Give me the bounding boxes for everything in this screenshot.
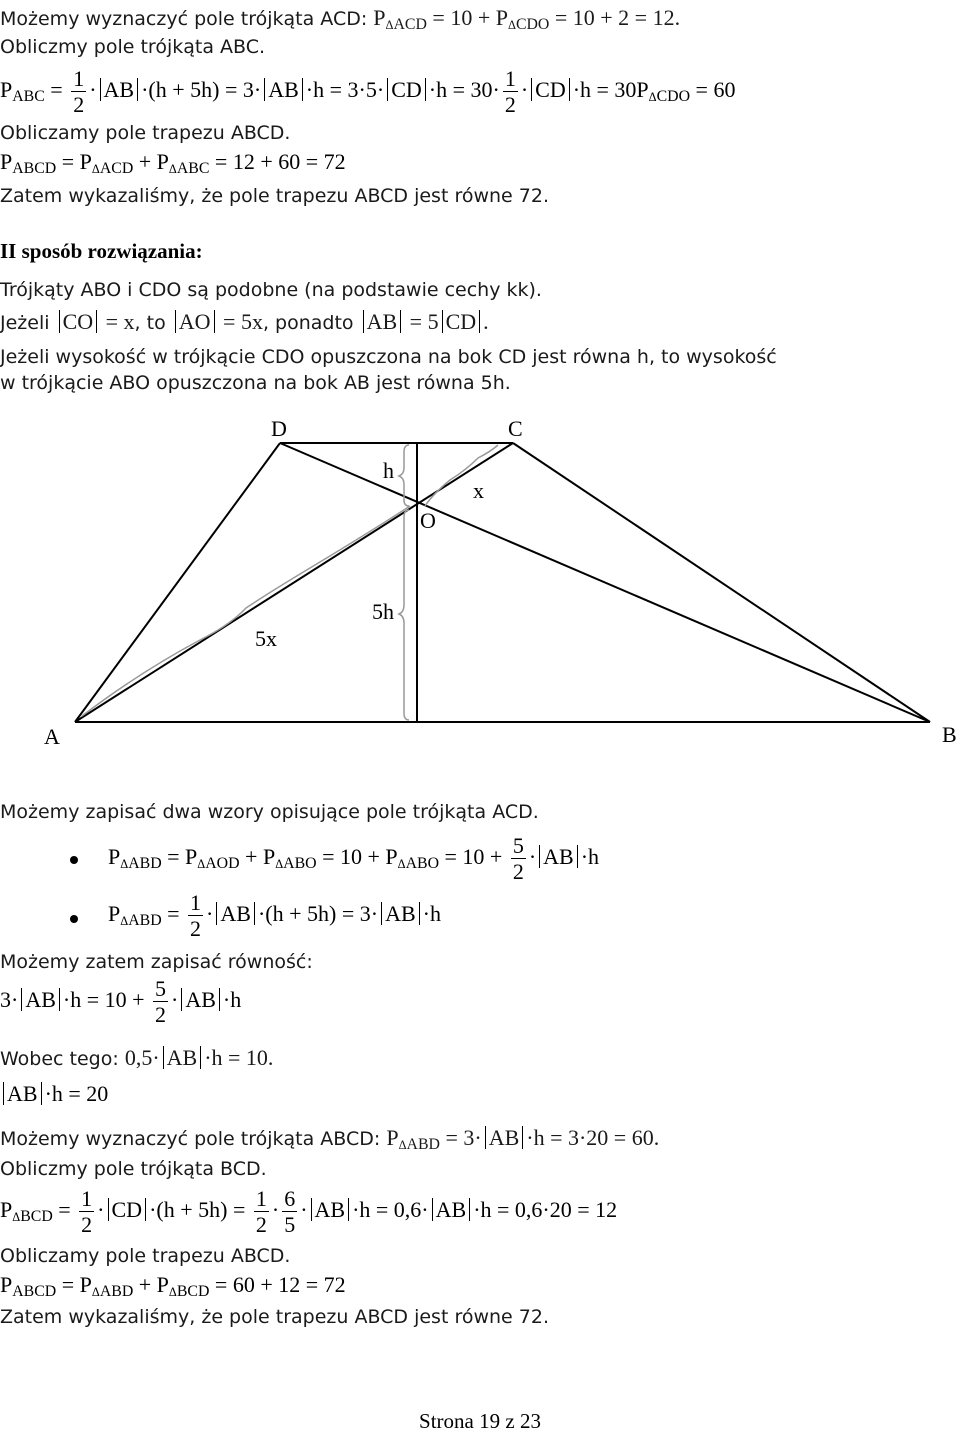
- vertex-d: D: [271, 416, 287, 441]
- line-11: w trójkącie ABO opuszczona na bok AB jest równa 5h.: [0, 372, 511, 394]
- line-17: Wobec tego: 0,5· AB ·h = 10.: [0, 1045, 274, 1070]
- line-1: Możemy wyznaczyć pole trójkąta ACD: $P_{\Delta ACD} = 10 + P_{\Delta CDO} = 10 + 2 = 12$.: [0, 5, 681, 33]
- bullet-icon: [70, 856, 78, 864]
- line-6: Zatem wykazaliśmy, że pole trapezu ABCD jest równe 72.: [0, 185, 549, 207]
- vertex-a: A: [44, 724, 60, 749]
- formula-pabcd-2: $P_{ABCD} = P_{\Delta ABD} + P_{\Delta BCD} = 60 + 12 = 72$: [0, 1272, 346, 1300]
- label-x: x: [473, 478, 484, 503]
- formula-pabcd-1: $P_{ABCD} = P_{\Delta ACD} + P_{\Delta ABC} = 12 + 60 = 72$: [0, 149, 346, 177]
- formula-pacd: $P_{\Delta ACD} = 10 + P_{\Delta CDO} = 10 + 2 = 12$.: [373, 5, 681, 33]
- formula-abh: AB ·h = 20: [0, 1082, 108, 1106]
- point-o: O: [420, 508, 436, 533]
- section-heading: II sposób rozwiązania:: [0, 239, 203, 263]
- line-8: Trójkąty ABO i CDO są podobne (na podstawie cechy kk).: [0, 279, 542, 301]
- line-24: Zatem wykazaliśmy, że pole trapezu ABCD jest równe 72.: [0, 1306, 549, 1328]
- formula-pbcd: $P_{\Delta BCD}$ = $\frac{1}{2}$ · CD ·(h + 5h) = $\frac{1}{2}$ · $\frac{6}{5}$ · AB ·h = 0,6· AB ·h = 0,6·20 = 12: [0, 1186, 618, 1238]
- vertex-b: B: [942, 722, 957, 747]
- line-10: Jeżeli wysokość w trójkącie CDO opuszczona na bok CD jest równa h, to wysokość: [0, 346, 777, 368]
- formula-equation: 3· AB ·h = 10 + $\frac{5}{2}$ · AB ·h: [0, 976, 242, 1028]
- label-5h: 5h: [372, 599, 394, 624]
- page-footer: Strona 19 z 23: [419, 1409, 541, 1433]
- line-9: Jeżeli CO = x, to AO = 5x, ponadto AB = 5 CD .: [0, 309, 489, 334]
- line-4: Obliczamy pole trapezu ABCD.: [0, 122, 291, 144]
- bullet-icon: [70, 915, 78, 923]
- label-5x: 5x: [255, 626, 277, 651]
- formula-pabd-2: $P_{\Delta ABD}$ = $\frac{1}{2}$ · AB ·(h + 5h) = 3· AB ·h: [108, 890, 441, 942]
- line-2: Obliczmy pole trójkąta ABC.: [0, 36, 266, 58]
- line-19: Możemy wyznaczyć pole trójkąta ABCD: $P_{\Delta ABD} = 3\cdot$ AB ·h = 3·20 = 60.: [0, 1125, 660, 1153]
- vertex-c: C: [508, 416, 523, 441]
- formula-pabd-1: $P_{\Delta ABD} = P_{\Delta AOD} + P_{\Delta ABO} = 10 + P_{\Delta ABO} = 10$ + $\frac{5}{2}$ · AB ·h: [108, 833, 600, 885]
- line-20: Obliczmy pole trójkąta BCD.: [0, 1158, 267, 1180]
- label-h: h: [383, 458, 394, 483]
- line-22: Obliczamy pole trapezu ABCD.: [0, 1245, 291, 1267]
- line-15: Możemy zatem zapisać równość:: [0, 951, 313, 973]
- formula-pabc: $P_{ABC}$ = $\frac{1}{2}$ · AB ·(h + 5h) = 3· AB ·h = 3·5· CD ·h = 30· $\frac{1}{2}$ · CD $\cdot h = 30P_{\Delta CDO} = 60$: [0, 66, 736, 118]
- line-12: Możemy zapisać dwa wzory opisujące pole trójkąta ACD.: [0, 801, 539, 823]
